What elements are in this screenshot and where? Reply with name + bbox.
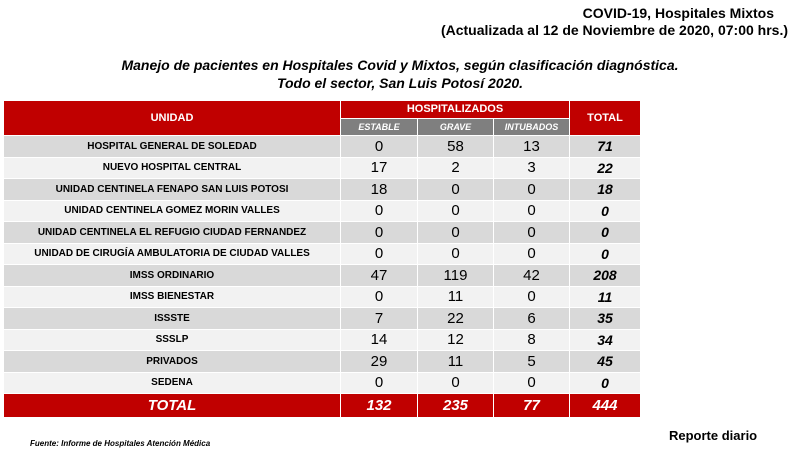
intubados-value: 0 <box>494 286 570 308</box>
grave-value: 0 <box>418 179 494 201</box>
estable-value: 18 <box>341 179 418 201</box>
total-value: 45 <box>570 351 641 373</box>
table-row <box>4 308 641 330</box>
unidad-name: SEDENA <box>4 372 341 394</box>
total-value: 208 <box>570 265 641 287</box>
unidad-name: UNIDAD CENTINELA FENAPO SAN LUIS POTOSI <box>4 179 341 201</box>
total-value: 0 <box>570 222 641 244</box>
grave-value: 0 <box>418 243 494 265</box>
col-header-intubados: INTUBADOS <box>494 118 570 136</box>
col-header-total: TOTAL <box>570 101 641 136</box>
table-row <box>4 265 641 287</box>
estable-value: 17 <box>341 157 418 179</box>
unidad-name: UNIDAD CENTINELA GOMEZ MORIN VALLES <box>4 200 341 222</box>
table-subtitle-line2: Todo el sector, San Luis Potosí 2020. <box>276 75 524 91</box>
intubados-value: 8 <box>494 329 570 351</box>
unidad-name: PRIVADOS <box>4 351 341 373</box>
unidad-name: UNIDAD CENTINELA EL REFUGIO CIUDAD FERNANDEZ <box>4 222 341 244</box>
intubados-value: 0 <box>494 372 570 394</box>
patients-table <box>3 100 641 418</box>
unidad-name: SSSLP <box>4 329 341 351</box>
estable-value: 0 <box>341 243 418 265</box>
col-header-unidad: UNIDAD <box>4 101 341 136</box>
total-value: 34 <box>570 329 641 351</box>
total-value: 0 <box>570 200 641 222</box>
totals-row <box>4 394 641 418</box>
total-value: 35 <box>570 308 641 330</box>
table-subtitle-line1: Manejo de pacientes en Hospitales Covid y Mixtos, según clasificación diagnóstica. <box>121 57 679 73</box>
total-intubados: 77 <box>494 394 570 418</box>
table-row <box>4 157 641 179</box>
unidad-name: HOSPITAL GENERAL DE SOLEDAD <box>4 136 341 158</box>
col-header-grave: GRAVE <box>418 118 494 136</box>
table-row <box>4 222 641 244</box>
intubados-value: 0 <box>494 179 570 201</box>
update-date: (Actualizada al 12 de Noviembre de 2020, 07:00 hrs.) <box>440 22 788 38</box>
grave-value: 11 <box>418 351 494 373</box>
intubados-value: 0 <box>494 200 570 222</box>
estable-value: 0 <box>341 222 418 244</box>
source-note: Fuente: Informe de Hospitales Atención Médica <box>30 439 211 448</box>
unidad-name: NUEVO HOSPITAL CENTRAL <box>4 157 341 179</box>
total-value: 71 <box>570 136 641 158</box>
table-row <box>4 351 641 373</box>
estable-value: 0 <box>341 200 418 222</box>
report-title: COVID-19, Hospitales Mixtos <box>582 5 774 21</box>
intubados-value: 5 <box>494 351 570 373</box>
estable-value: 0 <box>341 372 418 394</box>
table-row <box>4 286 641 308</box>
intubados-value: 0 <box>494 222 570 244</box>
intubados-value: 3 <box>494 157 570 179</box>
col-header-hospitalizados: HOSPITALIZADOS <box>341 101 570 119</box>
table-row <box>4 372 641 394</box>
grave-value: 0 <box>418 200 494 222</box>
unidad-name: ISSSTE <box>4 308 341 330</box>
grave-value: 0 <box>418 372 494 394</box>
grave-value: 11 <box>418 286 494 308</box>
estable-value: 0 <box>341 136 418 158</box>
unidad-name: IMSS BIENESTAR <box>4 286 341 308</box>
grave-value: 22 <box>418 308 494 330</box>
total-estable: 132 <box>341 394 418 418</box>
estable-value: 0 <box>341 286 418 308</box>
table-row <box>4 179 641 201</box>
unidad-name: UNIDAD DE CIRUGÍA AMBULATORIA DE CIUDAD VALLES <box>4 243 341 265</box>
intubados-value: 0 <box>494 243 570 265</box>
total-value: 22 <box>570 157 641 179</box>
grave-value: 12 <box>418 329 494 351</box>
col-header-estable: ESTABLE <box>341 118 418 136</box>
grave-value: 119 <box>418 265 494 287</box>
table-row <box>4 200 641 222</box>
total-value: 18 <box>570 179 641 201</box>
report-label: Reporte diario <box>669 428 758 443</box>
estable-value: 14 <box>341 329 418 351</box>
grave-value: 58 <box>418 136 494 158</box>
totals-label: TOTAL <box>4 394 341 418</box>
total-value: 0 <box>570 372 641 394</box>
estable-value: 29 <box>341 351 418 373</box>
table-row <box>4 329 641 351</box>
total-grave: 235 <box>418 394 494 418</box>
intubados-value: 6 <box>494 308 570 330</box>
table-row <box>4 243 641 265</box>
total-value: 11 <box>570 286 641 308</box>
grand-total: 444 <box>570 394 641 418</box>
estable-value: 47 <box>341 265 418 287</box>
total-value: 0 <box>570 243 641 265</box>
intubados-value: 42 <box>494 265 570 287</box>
grave-value: 0 <box>418 222 494 244</box>
grave-value: 2 <box>418 157 494 179</box>
table-row <box>4 136 641 158</box>
intubados-value: 13 <box>494 136 570 158</box>
unidad-name: IMSS ORDINARIO <box>4 265 341 287</box>
estable-value: 7 <box>341 308 418 330</box>
